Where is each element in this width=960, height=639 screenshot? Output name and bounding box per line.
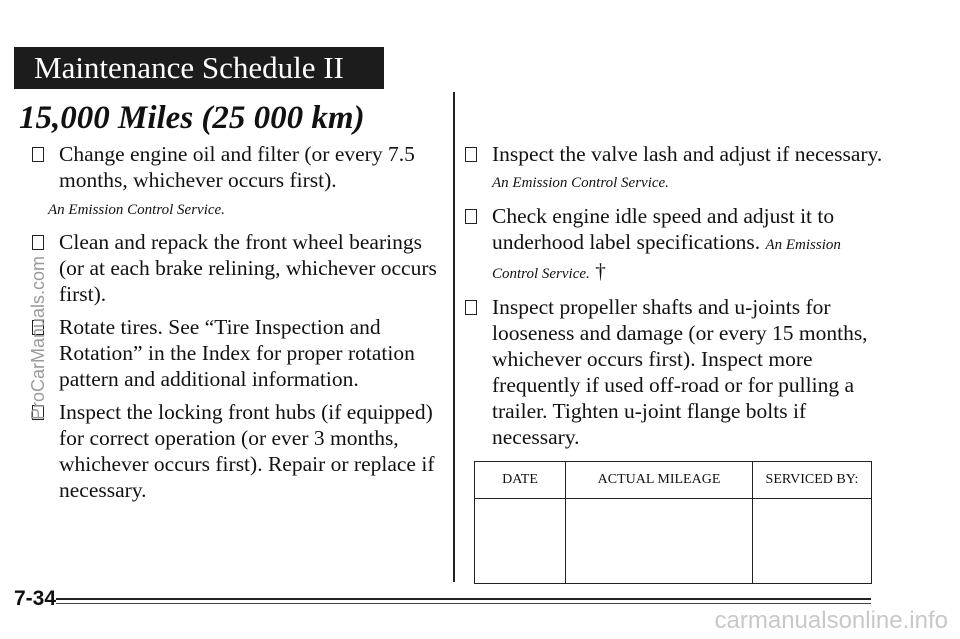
emission-note: An Emission Control Service. bbox=[492, 237, 841, 282]
column-divider bbox=[453, 92, 455, 582]
checkbox-icon bbox=[32, 147, 44, 162]
checkbox-icon bbox=[465, 300, 477, 315]
checklist-item bbox=[32, 229, 442, 307]
item-text: Clean and repack the front wheel bearings (or at each brake relining, whichever occurs first). bbox=[59, 230, 437, 306]
checklist-item bbox=[465, 294, 885, 450]
item-text: Rotate tires. See “Tire Inspection and Rotation” in the Index for proper rotation pattern and additional information. bbox=[59, 315, 415, 391]
section-title: 15,000 Miles (25 000 km) bbox=[19, 100, 365, 136]
page-header: Maintenance Schedule II bbox=[14, 47, 384, 89]
watermark-bottom: carmanualsonline.info bbox=[714, 607, 948, 634]
checkbox-icon bbox=[465, 147, 477, 162]
checkbox-icon bbox=[465, 209, 477, 224]
date-column bbox=[475, 462, 566, 583]
checklist-item bbox=[32, 141, 442, 193]
item-text: Inspect propeller shafts and u-joints for looseness and damage (or every 15 months, whichever occurs first). Inspect more frequently if used off-road or for pulling a trailer. Tighten u-joint flange bolts if necessary. bbox=[492, 295, 868, 449]
table-header: SERVICED BY: bbox=[753, 462, 871, 499]
mileage-column bbox=[566, 462, 753, 583]
table-header: ACTUAL MILEAGE bbox=[566, 462, 752, 499]
item-text: Inspect the locking front hubs (if equipped) for correct operation (or ever 3 months, whichever occurs first). Repair or replace if necessary. bbox=[59, 400, 435, 502]
checklist-item bbox=[32, 314, 442, 392]
page-number: 7-34 bbox=[14, 587, 57, 610]
service-record-table bbox=[474, 461, 872, 584]
footer-rule bbox=[56, 598, 871, 600]
checklist-item bbox=[465, 141, 885, 196]
checklist-item bbox=[465, 203, 885, 287]
emission-note: An Emission Control Service. bbox=[48, 202, 225, 218]
item-text: Change engine oil and filter (or every 7.5 months, whichever occurs first). bbox=[59, 142, 415, 192]
table-header: DATE bbox=[475, 462, 565, 499]
dagger-mark: † bbox=[595, 259, 606, 283]
checkbox-icon bbox=[32, 235, 44, 250]
right-column bbox=[465, 141, 885, 457]
emission-note: An Emission Control Service. bbox=[492, 175, 669, 191]
watermark-left: ProCarManuals.com bbox=[28, 255, 48, 420]
item-text: Check engine idle speed and adjust it to underhood label specifications. bbox=[492, 204, 835, 254]
checklist-item bbox=[32, 399, 442, 503]
serviced-by-column bbox=[753, 462, 871, 583]
footer-rule bbox=[56, 603, 871, 604]
left-column bbox=[32, 141, 442, 510]
item-text: Inspect the valve lash and adjust if necessary. bbox=[492, 142, 883, 166]
